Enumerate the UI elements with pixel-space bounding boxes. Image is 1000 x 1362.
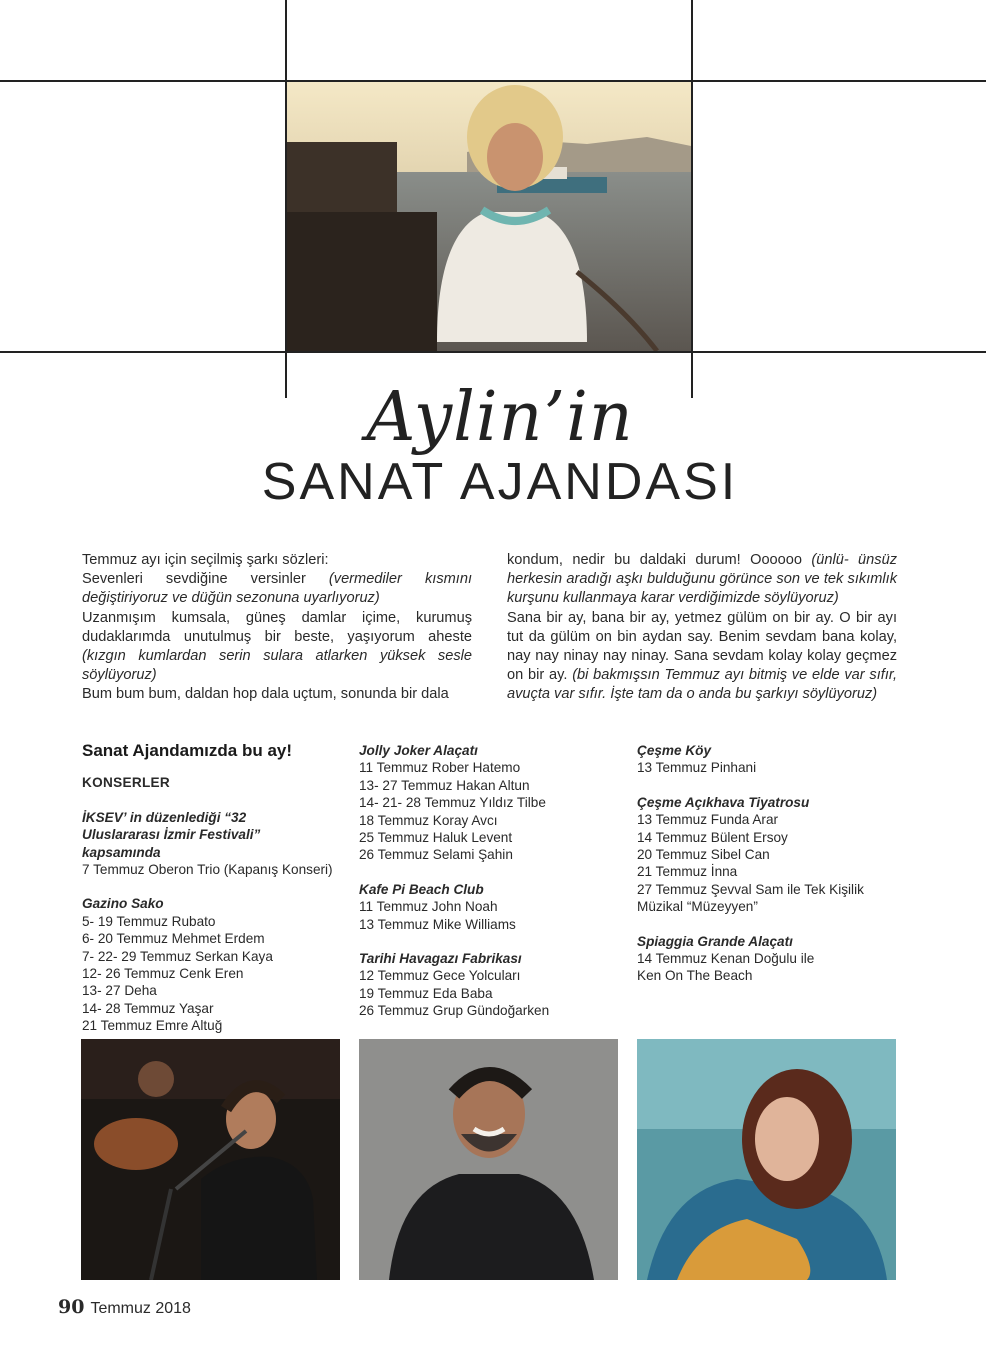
photo-smiling-man: [359, 1039, 618, 1280]
venue-block: [637, 794, 887, 916]
hero-photo: [287, 82, 691, 351]
venue-name: Çeşme Köy: [637, 743, 712, 758]
intro-paragraph: Sana bir ay, bana bir ay, yetmez gülüm on bir ay. O bir ayı tut da gülüm on bin aydan say. Benim sevdam bana kolay, nay nay ninay nay ninay. Sana sevdam kolay kolay geçmez on bir ay. (bi bakmışsın Temmuz ayı bitmiş ve elde var sıfır, avuçta var sıfır. İşte tam da o anda bu şarkıyı söylüyoruz): [507, 609, 897, 703]
frame-line-middle: [0, 351, 986, 353]
event-item: 14- 21- 28 Temmuz Yıldız Tilbe: [359, 795, 546, 811]
venue-block: [82, 809, 352, 879]
venue-name: Spiaggia Grande Alaçatı: [637, 933, 793, 949]
intro-paragraph: Sevenleri sevdiğine versinler (vermediler kısmını değiştiriyoruz ve düğün sezonuna uyarlıyoruz): [82, 571, 473, 607]
event-item: 11 Temmuz John Noah: [359, 899, 498, 915]
event-item: 13- 27 Temmuz Hakan Altun: [359, 777, 530, 793]
agenda-heading: Sanat Ajandamızda bu ay!: [82, 741, 293, 760]
event-item: 14- 28 Temmuz Yaşar: [82, 1000, 214, 1016]
event-item: 13 Temmuz Mike Williams: [359, 916, 516, 932]
page-number: 90: [58, 1296, 85, 1318]
event-item: 26 Temmuz Selami Şahin: [359, 847, 513, 863]
event-item: 18 Temmuz Koray Avcı: [359, 812, 498, 828]
event-item: 21 Temmuz İnna: [637, 864, 738, 880]
venue-name: Çeşme Açıkhava Tiyatrosu: [637, 794, 810, 810]
event-item: 12 Temmuz Gece Yolcuları: [359, 968, 521, 984]
event-item: 21 Temmuz Emre Altuğ: [82, 1018, 223, 1034]
agenda-category: KONSERLER: [82, 775, 171, 791]
event-item: 7- 22- 29 Temmuz Serkan Kaya: [82, 948, 273, 964]
venue-block: [637, 742, 887, 777]
event-item: 13- 27 Deha: [82, 983, 157, 999]
event-item: 14 Temmuz Kenan Doğulu ile Ken On The Beach: [637, 951, 815, 984]
issue-date: Temmuz 2018: [90, 1300, 191, 1317]
title-script: Aylin’in: [366, 378, 634, 457]
venue-block: [359, 881, 629, 933]
intro-paragraph: Bum bum bum, daldan hop dala uçtum, sonunda bir dala: [82, 686, 449, 703]
event-item: 14 Temmuz Bülent Ersoy: [637, 829, 788, 845]
agenda-column-2: [359, 742, 629, 1037]
event-item: 26 Temmuz Grup Gündoğarken: [359, 1003, 550, 1019]
event-item: 19 Temmuz Eda Baba: [359, 985, 493, 1001]
venue-name: Kafe Pi Beach Club: [359, 881, 484, 897]
agenda-column-1: [82, 742, 352, 1052]
venue-block: [82, 895, 352, 1034]
event-item: 25 Temmuz Haluk Levent: [359, 830, 513, 846]
page-footer: [58, 1296, 191, 1318]
event-item: 5- 19 Temmuz Rubato: [82, 913, 216, 929]
venue-block: [359, 950, 629, 1020]
venue-block: [637, 933, 887, 985]
intro-paragraph: Uzanmışım kumsala, güneş damlar içime, kurumuş dudaklarımda unutulmuş bir beste, yaşıyorum aheste (kızgın kumlardan serin sulara atlarken yüksek sesle söylüyoruz): [82, 609, 472, 684]
event-item: 6- 20 Temmuz Mehmet Erdem: [82, 931, 265, 947]
venue-name: Jolly Joker Alaçatı: [359, 743, 478, 758]
venue-name: Tarihi Havagazı Fabrikası: [359, 951, 522, 967]
venue-name: Gazino Sako: [82, 896, 164, 912]
intro-left: [82, 551, 472, 705]
venue-name: İKSEV’ in düzenlediği “32 Uluslararası İzmir Festivali” kapsamında: [82, 809, 261, 860]
intro-paragraph: Temmuz ayı için seçilmiş şarkı sözleri:: [82, 552, 329, 568]
title-main: SANAT AJANDASI: [261, 453, 739, 511]
intro-right: [507, 551, 897, 705]
event-item: 20 Temmuz Sibel Can: [637, 847, 770, 863]
event-item: 27 Temmuz Şevval Sam ile Tek Kişilik Müzikal “Müzeyyen”: [637, 881, 864, 915]
photo-singer-guitar: [81, 1039, 340, 1280]
agenda-column-3: [637, 742, 887, 1002]
frame-line-right: [691, 0, 693, 398]
photo-woman-singer: [637, 1039, 896, 1280]
intro-paragraph: kondum, nedir bu daldaki durum! Oooooo (ünlü- ünsüz herkesin aradığı aşkı bulduğunu görünce son ve tek sıkımlık kurşunu kullanmaya karar verdiğimizde söylüyoruz): [507, 552, 897, 607]
event-item: 13 Temmuz Funda Arar: [637, 812, 779, 828]
event-item: 12- 26 Temmuz Cenk Eren: [82, 966, 244, 982]
venue-block: [359, 742, 629, 864]
event-item: 11 Temmuz Rober Hatemo: [359, 760, 521, 776]
event-item: 13 Temmuz Pinhani: [637, 760, 757, 776]
event-item: 7 Temmuz Oberon Trio (Kapanış Konseri): [82, 862, 333, 878]
